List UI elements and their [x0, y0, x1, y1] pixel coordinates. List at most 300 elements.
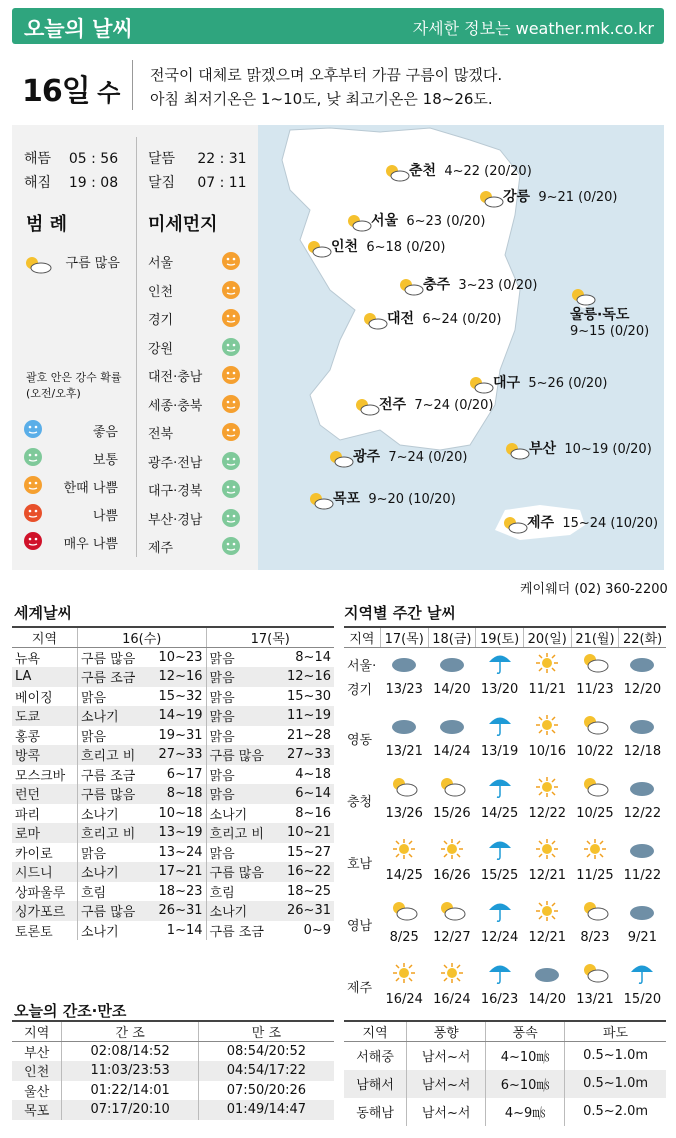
sunny-icon	[523, 896, 571, 930]
rain-icon	[476, 958, 524, 992]
table-row	[12, 667, 334, 687]
sunny-icon	[380, 834, 428, 868]
region-cell: 영남	[347, 918, 373, 934]
partly-cloudy-icon	[308, 492, 330, 508]
table-row	[12, 804, 334, 824]
dust-level-icon	[222, 452, 240, 470]
sea-cell: 서해중	[344, 1042, 407, 1070]
city-cell: 모스크바	[12, 765, 77, 785]
table-row	[344, 1070, 666, 1098]
col-header: 파도	[565, 1021, 666, 1042]
tide-cell: 목포	[12, 1100, 62, 1120]
partly-cloudy-icon	[380, 896, 428, 930]
dust-region-label: 부산·경남	[148, 512, 203, 528]
partly-cloudy-icon	[380, 772, 428, 806]
legend-cloudy: 구름 많음	[24, 252, 120, 272]
dust-region-label: 광주·전남	[148, 455, 203, 471]
cond-cell: 맑음	[206, 784, 276, 804]
temp-cell: 10/25	[576, 805, 614, 821]
table-row	[344, 772, 666, 806]
partly-cloudy-icon	[468, 376, 490, 392]
col-header: 지역	[12, 627, 77, 648]
cloudy-icon	[619, 772, 666, 806]
temp-cell: 10~23	[148, 648, 206, 668]
cloudy-icon	[380, 648, 428, 682]
legend-level-label: 한때 나쁨	[63, 481, 118, 496]
temp-cell: 11/21	[528, 681, 566, 697]
dust-level-icon	[222, 281, 240, 299]
temp-cell: 12~16	[148, 667, 206, 687]
tide-cell: 07:50/20:26	[226, 1082, 307, 1098]
cond-cell: 소나기	[80, 924, 119, 940]
col-header: 지역	[344, 627, 380, 648]
map-city-label: 대구 5~26 (0/20)	[468, 372, 608, 392]
page-title: 오늘의 날씨	[24, 17, 133, 41]
col-header: 22(화)	[619, 627, 666, 648]
temp-cell: 8/25	[389, 929, 419, 945]
weather-summary	[150, 63, 502, 111]
col-header: 16(수)	[77, 627, 206, 648]
cond-cell: 구름 많음	[206, 862, 276, 882]
dust-region-label: 제주	[148, 541, 174, 556]
cond-cell: 흐리고 비	[206, 823, 276, 843]
temp-cell: 12/22	[623, 805, 662, 821]
rain-icon	[476, 710, 524, 744]
table-row	[344, 1042, 666, 1070]
region-cell: 서울· 경기	[347, 658, 377, 698]
city-cell: 카이로	[12, 843, 77, 863]
partly-cloudy-icon	[504, 442, 526, 458]
temp-cell: 14/25	[480, 805, 519, 821]
dust-region-label: 대전·충남	[148, 370, 203, 385]
temp-cell: 8~14	[295, 650, 331, 665]
tide-cell: 부산	[12, 1042, 62, 1062]
cloudy-icon	[619, 710, 666, 744]
temp-cell: 15/20	[623, 991, 662, 1007]
map-city-label: 울릉·독도 9~15 (0/20)	[570, 288, 649, 339]
table-row	[12, 784, 334, 804]
temp-cell: 13/19	[480, 743, 519, 759]
map-city-label: 강릉 9~21 (0/20)	[478, 186, 618, 206]
table-row	[12, 921, 334, 941]
sea-cell: 4~10㎧	[486, 1042, 565, 1070]
temp-cell: 12~16	[276, 667, 334, 687]
tide-cell: 04:54/17:22	[198, 1061, 334, 1081]
city-cell: LA	[12, 667, 77, 687]
temp-cell: 26~31	[276, 901, 334, 921]
table-row	[12, 1061, 334, 1081]
temp-cell: 10/16	[528, 743, 566, 759]
cond-cell: 구름 많음	[77, 901, 147, 921]
partly-cloudy-icon	[328, 450, 350, 466]
map-city-label: 충주 3~23 (0/20)	[398, 274, 538, 294]
air-quality-face-icon	[24, 504, 42, 522]
world-weather-table	[12, 626, 334, 940]
sea-cell: 남서~서	[407, 1042, 486, 1070]
panel-divider	[136, 137, 137, 557]
map-city-label: 제주 15~24 (10/20)	[502, 512, 658, 532]
sea-cell: 0.5~1.0m	[565, 1070, 666, 1098]
city-cell: 런던	[12, 784, 77, 804]
temp-cell: 12/24	[480, 929, 519, 945]
sea-cell: 6~10㎧	[486, 1070, 565, 1098]
temp-cell: 27~33	[148, 745, 206, 765]
table-row	[344, 958, 666, 992]
tide-cell: 11:03/23:53	[62, 1061, 198, 1081]
rain-icon	[476, 896, 524, 930]
tide-cell: 08:54/20:52	[226, 1044, 307, 1059]
temp-cell: 10~21	[276, 823, 334, 843]
table-row	[12, 823, 334, 843]
map-city-label: 서울 6~23 (0/20)	[346, 210, 486, 230]
temp-cell: 13/20	[480, 681, 519, 697]
summary-line: 아침 최저기온은 1~10도, 낮 최고기온은 18~26도.	[150, 90, 493, 108]
temp-cell: 4~18	[295, 766, 331, 782]
partly-cloudy-icon	[384, 164, 406, 180]
summary-line: 전국이 대체로 맑겠으며 오후부터 가끔 구름이 많겠다.	[150, 66, 503, 84]
rain-icon	[476, 834, 524, 868]
col-header: 풍향	[407, 1021, 486, 1042]
table-row	[344, 992, 666, 1020]
temp-cell: 14/20	[433, 681, 471, 697]
dust-level-icon	[222, 252, 240, 270]
cond-cell: 맑음	[80, 846, 107, 862]
legend-note: 괄호 안은 강수 확률 (오전/오후)	[26, 371, 122, 400]
temp-cell: 13/21	[385, 743, 423, 759]
sunset: 해짐 19 : 08	[24, 175, 119, 191]
partly-cloudy-icon	[570, 288, 592, 304]
dust-level-icon	[222, 338, 240, 356]
cond-cell: 맑음	[209, 729, 235, 745]
dust-region-label: 강원	[148, 341, 174, 357]
city-cell: 싱가포르	[12, 901, 77, 921]
city-cell: 방콕	[12, 745, 77, 765]
cond-cell: 구름 조금	[80, 768, 136, 784]
dust-region-label: 전북	[148, 427, 174, 442]
temp-cell: 15~27	[287, 844, 331, 860]
cond-cell: 맑음	[80, 729, 107, 745]
temp-cell: 18~23	[148, 882, 206, 902]
cond-cell: 소나기	[77, 862, 147, 882]
partly-cloudy-icon	[571, 958, 619, 992]
cond-cell: 소나기	[209, 807, 248, 823]
cond-cell: 맑음	[80, 690, 107, 706]
temp-cell: 11/23	[576, 681, 614, 697]
sunny-icon	[428, 834, 476, 868]
dust-level-icon	[222, 537, 240, 555]
air-quality-face-icon	[24, 420, 42, 438]
temp-cell: 1~14	[148, 921, 206, 941]
table-row	[344, 648, 666, 682]
weekly-title: 지역별 주간 날씨	[344, 604, 456, 622]
col-header: 21(월)	[571, 627, 619, 648]
partly-cloudy-icon	[398, 278, 420, 294]
temp-cell: 16/23	[480, 991, 519, 1007]
city-cell: 상파울루	[12, 882, 77, 902]
cloudy-icon	[428, 710, 476, 744]
temp-cell: 12/27	[433, 929, 471, 945]
partly-cloudy-icon	[428, 772, 476, 806]
temp-cell: 8~18	[148, 784, 206, 804]
cond-cell: 흐리고 비	[77, 823, 147, 843]
city-cell: 파리	[12, 804, 77, 824]
sea-cell: 남해서	[344, 1070, 407, 1098]
sea-cell: 남서~서	[407, 1070, 486, 1098]
tide-cell: 07:17/20:10	[62, 1100, 198, 1120]
col-header: 18(금)	[428, 627, 476, 648]
temp-cell: 11/22	[623, 867, 662, 883]
temp-cell: 12/21	[528, 867, 566, 883]
table-row	[12, 1042, 334, 1062]
cond-cell: 구름 많음	[80, 652, 136, 667]
temp-cell: 19~31	[148, 726, 206, 746]
cloudy-icon	[619, 648, 666, 682]
city-cell: 도쿄	[12, 706, 77, 726]
city-cell: 로마	[12, 823, 77, 843]
table-row	[12, 745, 334, 765]
tide-cell: 01:49/14:47	[198, 1100, 334, 1120]
table-row	[12, 726, 334, 746]
credit: 케이웨더 (02) 360-2200	[520, 582, 668, 597]
moonrise: 달뜸 22 : 31	[148, 151, 247, 167]
tide-title: 오늘의 간조·만조	[14, 1002, 127, 1020]
air-quality-face-icon	[24, 532, 42, 550]
temp-cell: 13~19	[148, 823, 206, 843]
col-header: 20(일)	[523, 627, 571, 648]
dust-region-label: 세종·충북	[148, 398, 203, 414]
sea-cell: 동해남	[344, 1098, 407, 1126]
world-title: 세계날씨	[14, 604, 72, 622]
map-city-label: 광주 7~24 (0/20)	[328, 446, 468, 466]
cond-cell: 소나기	[77, 706, 147, 726]
cloudy-icon	[428, 648, 476, 682]
cond-cell: 맑음	[206, 667, 276, 687]
tide-cell: 울산	[12, 1081, 62, 1101]
temp-cell: 0~9	[303, 922, 331, 938]
col-header: 지역	[12, 1021, 62, 1042]
table-row	[12, 1100, 334, 1120]
sunny-icon	[571, 834, 619, 868]
dust-title: 미세먼지	[148, 214, 218, 235]
dust-level-icon	[222, 480, 240, 498]
table-row	[12, 706, 334, 726]
city-cell: 뉴욕	[12, 648, 77, 668]
table-row	[12, 687, 334, 707]
temp-cell: 18~25	[287, 883, 331, 899]
cond-cell: 구름 조금	[209, 924, 264, 940]
sea-cell: 4~9㎧	[486, 1098, 565, 1126]
dust-region-label: 인천	[148, 284, 174, 300]
city-cell: 홍콩	[12, 726, 77, 746]
temp-cell: 8/23	[580, 929, 610, 945]
partly-cloudy-icon	[306, 240, 328, 256]
dust-region-label: 서울	[148, 256, 174, 271]
divider	[132, 60, 133, 110]
partly-cloudy-icon	[346, 214, 368, 230]
header-bar	[12, 8, 664, 44]
temp-cell: 14~19	[148, 706, 206, 726]
dust-level-icon	[222, 423, 240, 441]
table-row	[344, 834, 666, 868]
temp-cell: 12/21	[528, 929, 566, 945]
cloudy-icon	[619, 896, 666, 930]
partly-cloudy-icon	[502, 516, 524, 532]
table-row	[12, 862, 334, 882]
temp-cell: 26~31	[148, 901, 206, 921]
partly-cloudy-icon	[354, 398, 376, 414]
col-header: 17(목)	[206, 627, 334, 648]
temp-cell: 21~28	[287, 727, 331, 743]
tide-table	[12, 1020, 334, 1120]
air-quality-face-icon	[24, 448, 42, 466]
table-row	[344, 930, 666, 958]
temp-cell: 11/25	[576, 867, 614, 883]
cond-cell: 흐림	[209, 885, 235, 901]
col-header: 간 조	[62, 1021, 198, 1042]
legend-title: 범 례	[26, 214, 68, 235]
table-row	[344, 1098, 666, 1126]
temp-cell: 17~21	[148, 862, 206, 882]
cond-cell: 구름 많음	[77, 784, 147, 804]
cloudy-icon	[619, 834, 666, 868]
dust-level-icon	[222, 509, 240, 527]
temp-cell: 16/24	[385, 991, 423, 1007]
sea-cell: 남서~서	[407, 1098, 486, 1126]
tide-cell: 01:22/14:01	[62, 1081, 198, 1101]
table-row	[12, 901, 334, 921]
map-city-label: 전주 7~24 (0/20)	[354, 394, 494, 414]
table-row	[344, 806, 666, 834]
col-header: 19(토)	[476, 627, 524, 648]
cond-cell: 맑음	[209, 652, 235, 667]
temp-cell: 11~19	[276, 706, 334, 726]
dust-level-icon	[222, 366, 240, 384]
city-cell: 베이징	[12, 687, 77, 707]
region-cell: 호남	[347, 856, 373, 872]
city-cell: 시드니	[12, 862, 77, 882]
cond-cell: 맑음	[206, 706, 276, 726]
sunny-icon	[428, 958, 476, 992]
map-city-label: 목포 9~20 (10/20)	[308, 488, 456, 508]
temp-cell: 13~24	[148, 843, 206, 863]
temp-cell: 12/18	[623, 743, 662, 759]
air-quality-face-icon	[24, 476, 42, 494]
tide-cell: 인천	[12, 1061, 62, 1081]
cond-cell: 구름 조금	[77, 667, 147, 687]
temp-cell: 13/26	[385, 805, 423, 821]
rain-icon	[476, 772, 524, 806]
table-row	[12, 1081, 334, 1101]
cond-cell: 흐림	[80, 885, 107, 901]
temp-cell: 13/23	[385, 681, 423, 697]
partly-cloudy-icon	[478, 190, 500, 206]
col-header: 만 조	[198, 1021, 334, 1042]
partly-cloudy-icon	[571, 896, 619, 930]
temp-cell: 15~30	[287, 688, 331, 704]
temp-cell: 15/26	[433, 805, 471, 821]
map-city-label: 인천 6~18 (0/20)	[306, 236, 446, 256]
sunny-icon	[523, 648, 571, 682]
legend-level-label: 보통	[92, 453, 118, 468]
temp-cell: 6~14	[276, 784, 334, 804]
moonset: 달짐 07 : 11	[148, 175, 247, 191]
temp-cell: 14/25	[385, 867, 423, 883]
sunny-icon	[380, 958, 428, 992]
legend-level-label: 나쁨	[92, 509, 118, 524]
temp-cell: 8~16	[295, 805, 331, 821]
date-display: 16일 수	[22, 74, 120, 109]
temp-cell: 15~32	[148, 687, 206, 707]
map-city-label: 춘천 4~22 (20/20)	[384, 160, 532, 180]
sunny-icon	[523, 834, 571, 868]
cond-cell: 소나기	[206, 901, 276, 921]
temp-cell: 10~18	[148, 804, 206, 824]
table-row	[12, 882, 334, 902]
temp-cell: 12/20	[623, 681, 662, 697]
partly-cloudy-icon	[571, 648, 619, 682]
dust-region-label: 대구·경북	[148, 484, 203, 499]
region-cell: 영동	[347, 732, 373, 748]
legend-level-label: 매우 나쁨	[63, 537, 118, 552]
partly-cloudy-icon	[571, 710, 619, 744]
partly-cloudy-icon	[428, 896, 476, 930]
cond-cell: 맑음	[209, 768, 235, 784]
table-row	[344, 744, 666, 772]
table-row	[12, 843, 334, 863]
sea-table	[344, 1020, 666, 1126]
rain-icon	[619, 958, 666, 992]
cloudy-icon	[380, 710, 428, 744]
sunny-icon	[523, 772, 571, 806]
dust-region-label: 경기	[148, 313, 174, 328]
sunny-icon	[523, 710, 571, 744]
cond-cell: 구름 많음	[206, 745, 276, 765]
table-row	[12, 648, 334, 668]
sunrise: 해뜸 05 : 56	[24, 151, 119, 167]
region-cell: 충청	[347, 794, 373, 810]
col-header: 17(목)	[380, 627, 428, 648]
temp-cell: 9/21	[627, 929, 657, 945]
site-url[interactable]: 자세한 정보는 weather.mk.co.kr	[412, 19, 654, 38]
dust-level-icon	[222, 395, 240, 413]
table-row	[12, 765, 334, 785]
cond-cell: 소나기	[80, 807, 119, 823]
table-row	[344, 896, 666, 930]
cond-cell: 맑음	[209, 690, 235, 706]
tide-cell: 02:08/14:52	[62, 1042, 198, 1062]
rain-icon	[476, 648, 524, 682]
dust-level-icon	[222, 309, 240, 327]
weekly-weather-table	[344, 626, 666, 1020]
partly-cloudy-icon	[571, 772, 619, 806]
temp-cell: 13/21	[576, 991, 614, 1007]
col-header: 풍속	[486, 1021, 565, 1042]
temp-cell: 6~17	[148, 765, 206, 785]
city-cell: 토론토	[12, 921, 77, 941]
temp-cell: 12/22	[528, 805, 566, 821]
cloudy-icon	[523, 958, 571, 992]
sea-cell: 0.5~2.0m	[583, 1104, 649, 1119]
temp-cell: 27~33	[276, 745, 334, 765]
map-city-label: 부산 10~19 (0/20)	[504, 438, 652, 458]
partly-cloudy-icon	[362, 312, 384, 328]
temp-cell: 14/20	[528, 991, 566, 1007]
col-header: 지역	[344, 1021, 407, 1042]
region-cell: 제주	[347, 980, 373, 996]
cond-cell: 흐리고 비	[77, 745, 147, 765]
table-row	[344, 710, 666, 744]
partly-cloudy-icon	[24, 256, 46, 272]
